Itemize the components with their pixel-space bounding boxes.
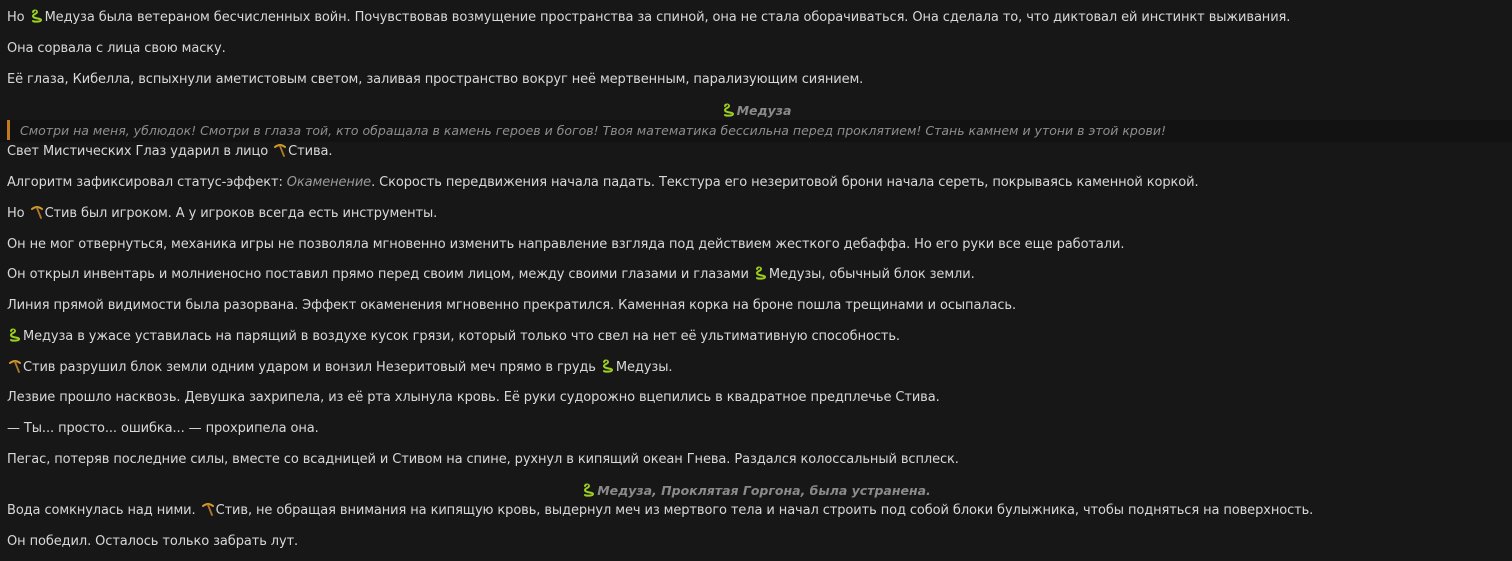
paragraph: Она сорвала с лица свою маску. (7, 41, 226, 56)
paragraph: Свет Мистических Глаз ударил в лицо Стива. (7, 144, 333, 159)
snake-icon (722, 103, 736, 117)
status-effect: Окаменение (286, 175, 372, 190)
snake-icon (582, 483, 596, 497)
paragraph: Но Медуза была ветераном бесчисленных войн. Почувствовав возмущение пространства за спиной, она не стала оборачиваться. Она сделала то, что диктовал ей инстинкт выживания. (7, 10, 1291, 25)
paragraph: Алгоритм зафиксировал статус-эффект: Окаменение. Скорость передвижения начала падать. Текстура его незеритовой брони начала сереть, покрываясь каменной коркой. (7, 175, 1199, 190)
snake-icon (754, 266, 768, 280)
pickaxe-icon (201, 502, 215, 516)
paragraph: Но Стив был игроком. А у игроков всегда есть инструменты. (7, 206, 438, 221)
pickaxe-icon (8, 359, 22, 373)
system-notice: Медуза, Проклятая Горгона, была устранена. (0, 482, 1512, 500)
pickaxe-icon (273, 143, 287, 157)
snake-icon (8, 328, 22, 342)
paragraph: Пегас, потеряв последние силы, вместе со всадницей и Стивом на спине, рухнул в кипящий океан Гнева. Раздался колоссальный всплеск. (7, 452, 959, 467)
paragraph: Он не мог отвернуться, механика игры не позволяла мгновенно изменить направление взгляда под действием жесткого дебаффа. Но его руки все еще работали. (7, 237, 1125, 252)
paragraph: Вода сомкнулась над ними. Стив, не обращая внимания на кипящую кровь, выдернул меч из мертвого тела и начал строить под собой блоки булыжника, чтобы подняться на поверхность. (7, 503, 1314, 518)
paragraph: Он открыл инвентарь и молниеносно поставил прямо перед своим лицом, между своими глазами и глазами Медузы, обычный блок земли. (7, 267, 975, 282)
quote-accent-bar (7, 120, 10, 140)
paragraph: Её глаза, Кибелла, вспыхнули аметистовым светом, заливая пространство вокруг неё мертвенным, парализующим сиянием. (7, 72, 864, 87)
speaker-label: Медуза (0, 102, 1512, 120)
snake-icon (601, 359, 615, 373)
quote-block (0, 120, 1512, 142)
paragraph: — Ты... просто... ошибка... — прохрипела она. (7, 421, 319, 436)
paragraph: Он победил. Осталось только забрать лут. (7, 534, 299, 549)
paragraph: Стив разрушил блок земли одним ударом и вонзил Незеритовый меч прямо в грудь Медузы. (7, 359, 672, 377)
paragraph: Лезвие прошло насквозь. Девушка захрипела, из её рта хлынула кровь. Её руки судорожно вцепились в квадратное предплечье Стива. (7, 390, 940, 405)
paragraph: Линия прямой видимости была разорвана. Эффект окаменения мгновенно прекратился. Каменная корка на броне пошла трещинами и осыпалась. (7, 298, 1017, 313)
snake-icon (30, 9, 44, 23)
pickaxe-icon (30, 205, 44, 219)
paragraph: Медуза в ужасе уставилась на парящий в воздухе кусок грязи, который только что свел на нет её ультимативную способность. (7, 328, 900, 346)
quote-text: Смотри на меня, ублюдок! Смотри в глаза той, кто обращала в камень героев и богов! Твоя математика бессильна перед проклятием! Стань камнем и утони в этой крови! (20, 123, 1167, 138)
